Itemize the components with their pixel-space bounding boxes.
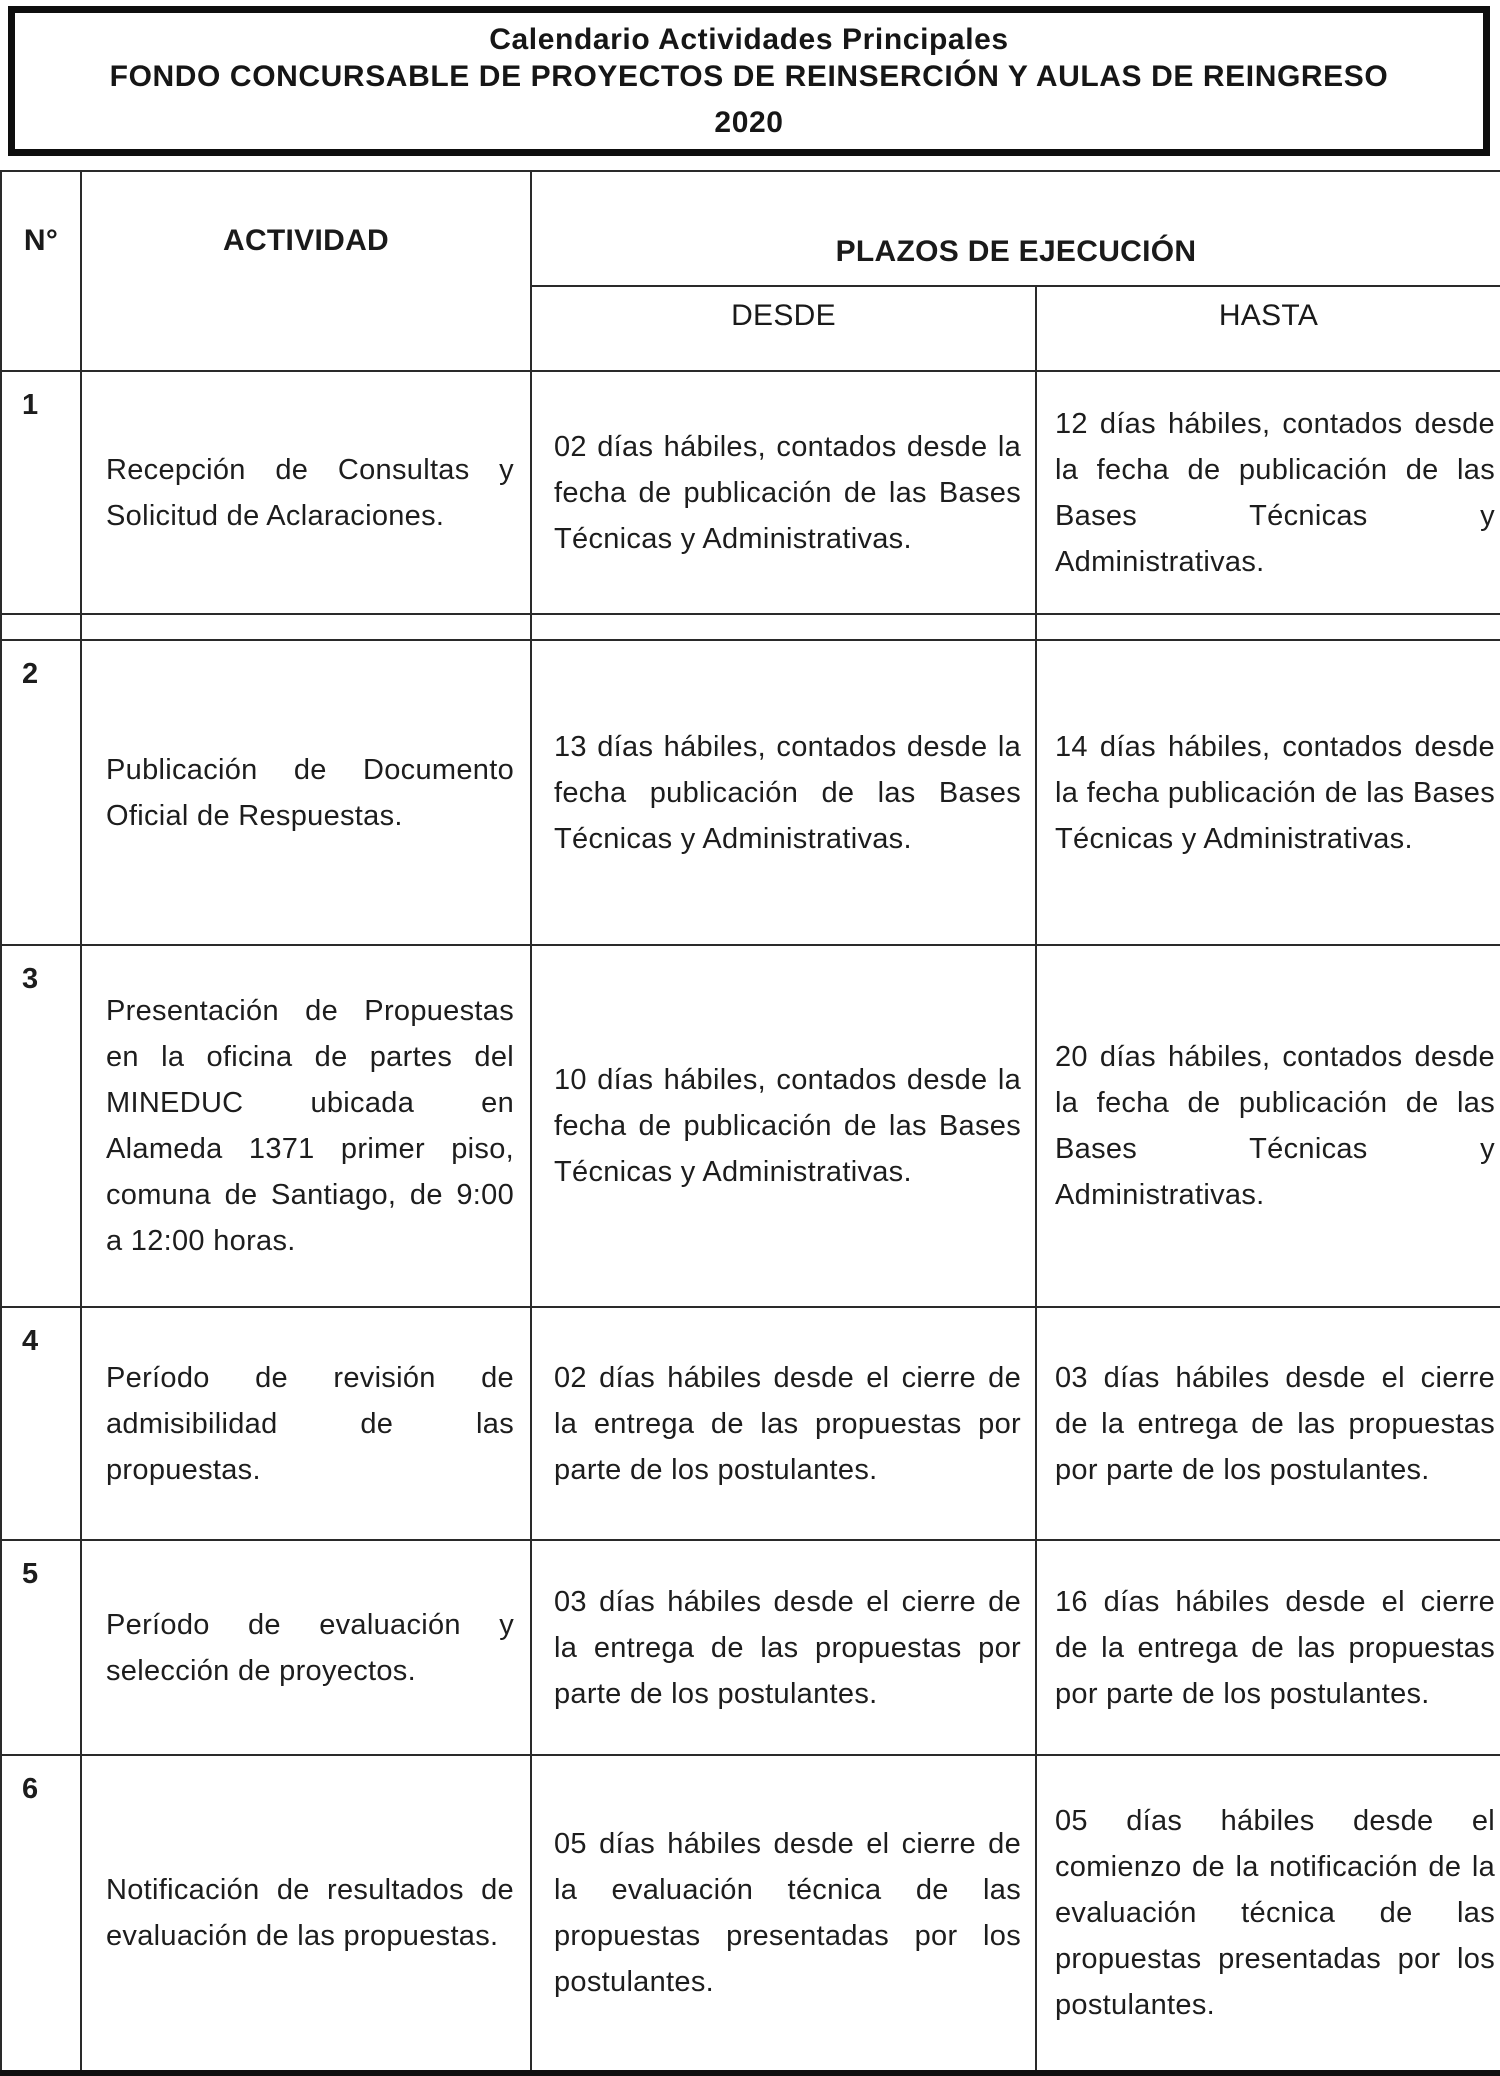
activity-text: Presentación de Propuestas en la oficina de partes del MINEDUC ubicada en Alameda 1371 primer piso, comuna de Santiago, de 9:00 a 12:00 horas. (81, 945, 531, 1307)
desde-text: 13 días hábiles, contados desde la fecha publicación de las Bases Técnicas y Administrativas. (531, 640, 1036, 945)
activity-text: Notificación de resultados de evaluación de las propuestas. (81, 1755, 531, 2073)
title-line-1: Calendario Actividades Principales (489, 23, 1009, 56)
header-row-main (1, 171, 1500, 286)
divider-gap-row (1, 614, 1500, 640)
title-box (8, 6, 1490, 156)
header-num: N° (1, 171, 81, 371)
activity-text: Período de revisión de admisibilidad de las propuestas. (81, 1307, 531, 1540)
hasta-text: 12 días hábiles, contados desde la fecha de publicación de las Bases Técnicas y Administrativas. (1036, 371, 1500, 614)
schedule-table (0, 170, 1500, 2076)
title-line-2: FONDO CONCURSABLE DE PROYECTOS DE REINSERCIÓN Y AULAS DE REINGRESO (109, 60, 1389, 93)
activity-text: Publicación de Documento Oficial de Respuestas. (81, 640, 531, 945)
header-desde: DESDE (531, 286, 1036, 371)
desde-text: 02 días hábiles desde el cierre de la entrega de las propuestas por parte de los postulantes. (531, 1307, 1036, 1540)
table-row (1, 1540, 1500, 1755)
title-year: 2020 (714, 106, 784, 139)
header-actividad: ACTIVIDAD (81, 171, 531, 371)
row-number: 6 (1, 1755, 81, 2073)
hasta-text: 05 días hábiles desde el comienzo de la notificación de la evaluación técnica de las propuestas presentadas por los postulantes. (1036, 1755, 1500, 2073)
desde-text: 03 días hábiles desde el cierre de la entrega de las propuestas por parte de los postulantes. (531, 1540, 1036, 1755)
table-row (1, 945, 1500, 1307)
row-number: 2 (1, 640, 81, 945)
row-number: 1 (1, 371, 81, 614)
desde-text: 05 días hábiles desde el cierre de la evaluación técnica de las propuestas presentadas por los postulantes. (531, 1755, 1036, 2073)
row-number: 5 (1, 1540, 81, 1755)
row-number: 3 (1, 945, 81, 1307)
desde-text: 02 días hábiles, contados desde la fecha de publicación de las Bases Técnicas y Administrativas. (531, 371, 1036, 614)
header-hasta: HASTA (1036, 286, 1500, 371)
hasta-text: 14 días hábiles, contados desde la fecha publicación de las Bases Técnicas y Administrativas. (1036, 640, 1500, 945)
row-number: 4 (1, 1307, 81, 1540)
hasta-text: 20 días hábiles, contados desde la fecha de publicación de las Bases Técnicas y Administrativas. (1036, 945, 1500, 1307)
activity-text: Recepción de Consultas y Solicitud de Aclaraciones. (81, 371, 531, 614)
activity-text: Período de evaluación y selección de proyectos. (81, 1540, 531, 1755)
table-row (1, 640, 1500, 945)
hasta-text: 03 días hábiles desde el cierre de la entrega de las propuestas por parte de los postulantes. (1036, 1307, 1500, 1540)
table-row (1, 1755, 1500, 2073)
desde-text: 10 días hábiles, contados desde la fecha de publicación de las Bases Técnicas y Administrativas. (531, 945, 1036, 1307)
header-plazos: PLAZOS DE EJECUCIÓN (531, 171, 1500, 286)
hasta-text: 16 días hábiles desde el cierre de la entrega de las propuestas por parte de los postulantes. (1036, 1540, 1500, 1755)
table-row (1, 1307, 1500, 1540)
table-row (1, 371, 1500, 614)
